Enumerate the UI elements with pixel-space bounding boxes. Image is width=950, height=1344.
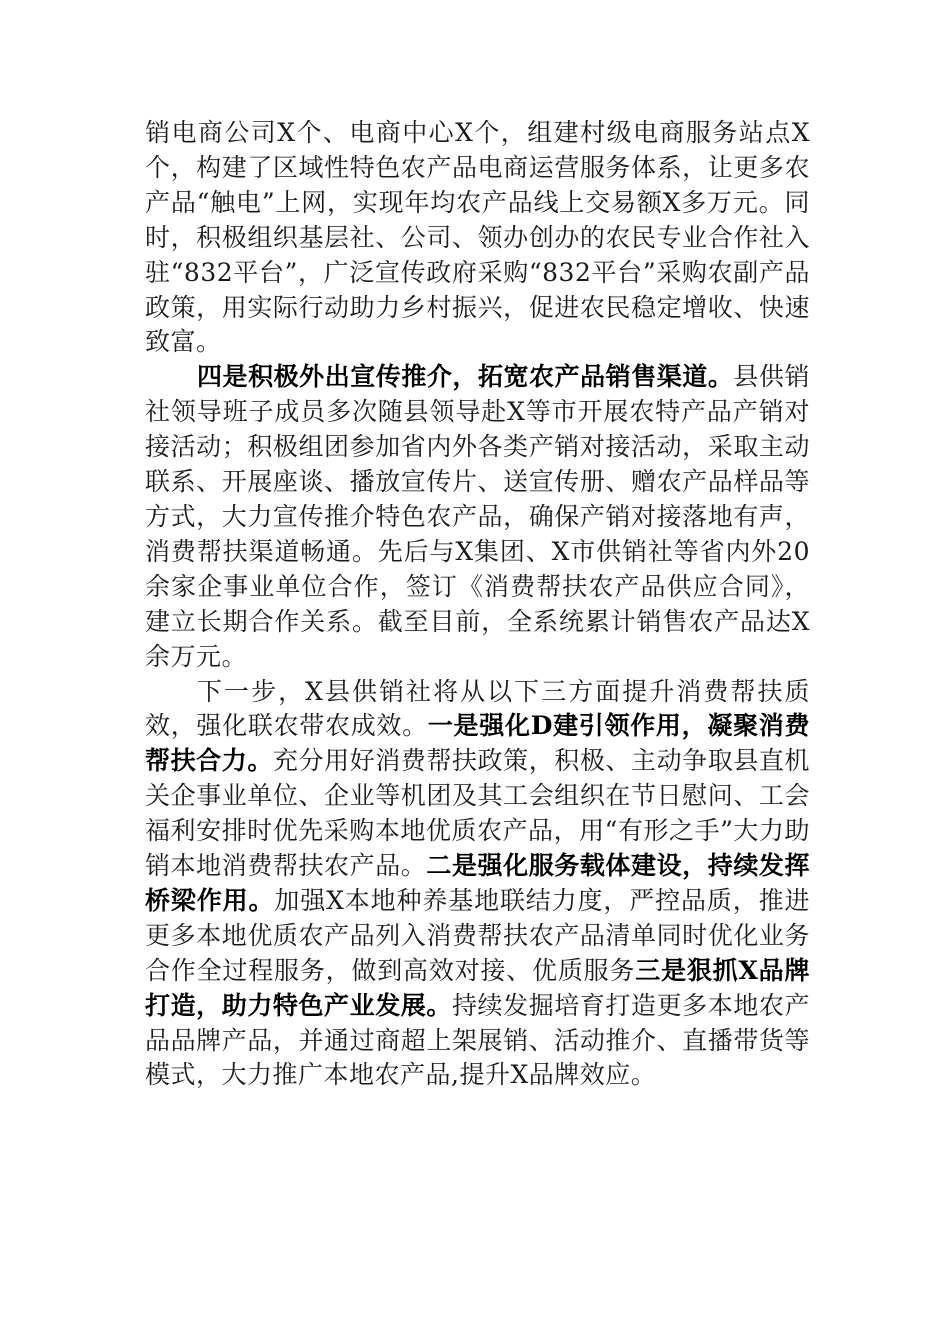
paragraph-ecommerce-text: 销电商公司X个、电商中心X个，组建村级电商服务站点X个，构建了区域性特色农产品电商运营服务体系，让更多农产品“触电”上网，实现年均农产品线上交易额X多万元。同时，积极组织基层社、公司、领办创办的农民专业合作社入驻“832平台”，广泛宣传政府采购“832平台”采购农副产品政策，用实际行动助力乡村振兴，促进农民稳定增收、快速致富。	[145, 118, 810, 357]
point-1-text: 充分用好消费帮扶政策，积极、主动争取县直机关企事业单位、企业等机团及其工会组织在节日慰问、工会福利安排时优先采购本地优质农产品，用“有形之手”大力助销本地消费帮扶农产品。	[145, 746, 810, 881]
paragraph-ecommerce	[145, 116, 810, 360]
paragraph-next-steps	[145, 675, 810, 1094]
point-1-heading: 一是强化D建引领作用，凝聚消费帮扶合力。	[145, 711, 810, 776]
document-body	[145, 116, 810, 1093]
paragraph-promotion	[145, 360, 810, 674]
point-3-text: 持续发掘培育打造更多本地农产品品牌产品，并通过商超上架展销、活动推介、直播带货等模式，大力推广本地农产品,提升X品牌效应。	[145, 990, 810, 1090]
point-2-heading: 二是强化服务载体建设，持续发挥桥梁作用。	[145, 851, 810, 915]
paragraph-promotion-text: 县供销社领导班子成员多次随县领导赴X等市开展农特产品产销对接活动；积极组团参加省内外各类产销对接活动，采取主动联系、开展座谈、播放宣传片、送宣传册、赠农产品样品等方式，大力宣传推介特色农产品，确保产销对接落地有声，消费帮扶渠道畅通。先后与X集团、X市供销社等省内外20余家企事业单位合作，签订《消费帮扶农产品供应合同》，建立长期合作关系。截至目前，全系统累计销售农产品达X余万元。	[145, 362, 810, 671]
paragraph-promotion-heading: 四是积极外出宣传推介，拓宽农产品销售渠道。	[197, 362, 734, 392]
point-2-text: 加强X本地种养基地联结力度，严控品质，推进更多本地优质农产品列入消费帮扶农产品清单同时优化业务合作全过程服务，做到高效对接、优质服务	[145, 885, 810, 985]
point-3-heading: 三是狠抓X品牌打造，助力特色产业发展。	[145, 955, 810, 1020]
next-steps-intro: 下一步，X县供销社将从以下三方面提升消费帮扶质效，强化联农带农成效。	[145, 676, 810, 741]
